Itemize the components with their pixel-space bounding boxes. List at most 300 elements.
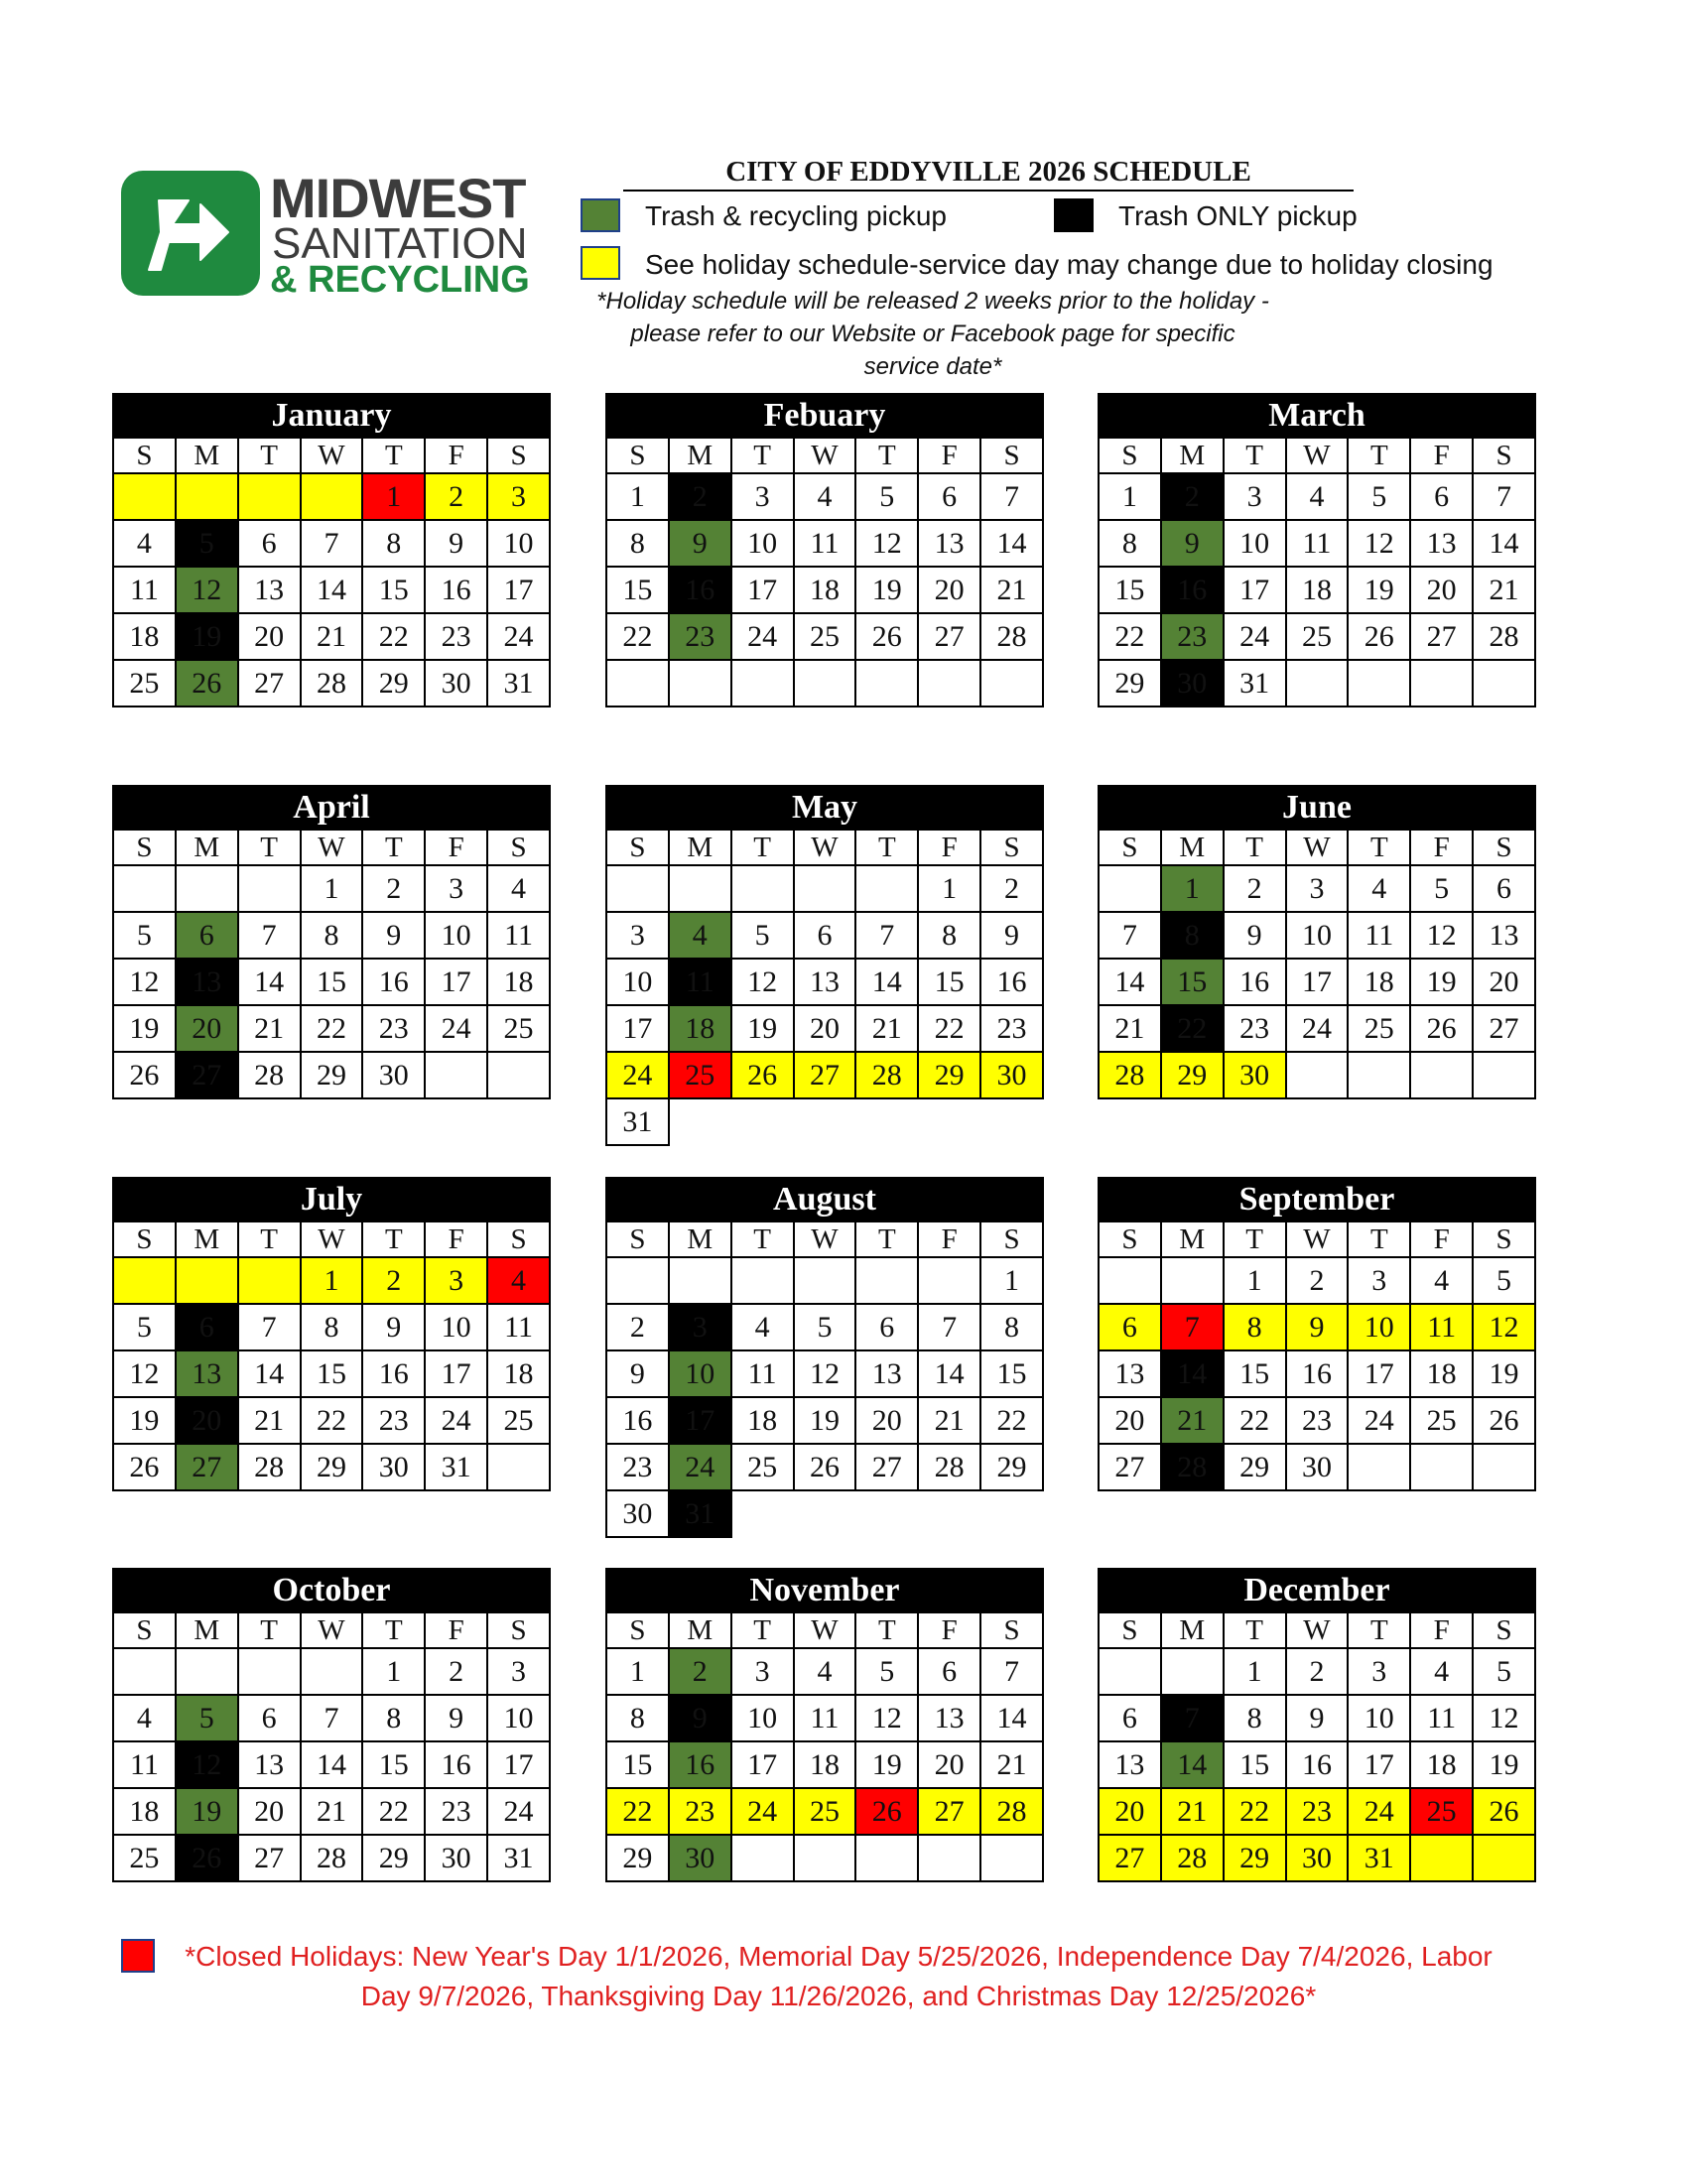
day-cell: 1 bbox=[362, 1648, 425, 1695]
empty-day-cell bbox=[606, 1257, 669, 1304]
day-cell: 9 bbox=[1286, 1304, 1349, 1350]
day-cell: 14 bbox=[1161, 1350, 1224, 1397]
day-cell: 18 bbox=[669, 1005, 731, 1052]
day-cell: 10 bbox=[487, 520, 550, 567]
day-cell: 19 bbox=[1410, 959, 1473, 1005]
day-cell: 6 bbox=[176, 912, 238, 959]
week-row bbox=[113, 1005, 550, 1052]
day-cell: 21 bbox=[1099, 1005, 1161, 1052]
day-cell: 2 bbox=[606, 1304, 669, 1350]
day-cell: 7 bbox=[1161, 1695, 1224, 1741]
day-cell: 2 bbox=[425, 1648, 487, 1695]
day-cell: 15 bbox=[606, 567, 669, 613]
empty-day-cell bbox=[855, 1835, 918, 1881]
day-cell: 11 bbox=[794, 520, 856, 567]
day-cell: 16 bbox=[362, 959, 425, 1005]
empty-day-cell bbox=[1286, 660, 1349, 707]
day-cell: 4 bbox=[1348, 865, 1410, 912]
weekday-header: S bbox=[980, 1612, 1043, 1648]
week-row bbox=[113, 1052, 550, 1098]
weekday-header: W bbox=[1286, 1612, 1349, 1648]
day-cell: 14 bbox=[918, 1350, 980, 1397]
day-cell: 29 bbox=[362, 1835, 425, 1881]
day-cell: 17 bbox=[487, 567, 550, 613]
weekday-header: S bbox=[980, 830, 1043, 865]
weekday-header: M bbox=[1161, 1221, 1224, 1257]
day-cell: 27 bbox=[1410, 613, 1473, 660]
empty-day-cell bbox=[669, 660, 731, 707]
empty-day-cell bbox=[918, 1835, 980, 1881]
week-row bbox=[113, 1835, 550, 1881]
weekday-header: S bbox=[1099, 1221, 1161, 1257]
weekday-header: F bbox=[1410, 438, 1473, 473]
day-cell: 29 bbox=[918, 1052, 980, 1098]
week-row bbox=[113, 1695, 550, 1741]
day-cell: 24 bbox=[731, 1788, 794, 1835]
month-title: November bbox=[605, 1568, 1044, 1611]
day-cell: 2 bbox=[1286, 1257, 1349, 1304]
day-cell: 30 bbox=[669, 1835, 731, 1881]
day-cell: 4 bbox=[731, 1304, 794, 1350]
day-cell: 3 bbox=[425, 1257, 487, 1304]
day-cell: 21 bbox=[1473, 567, 1535, 613]
month-may bbox=[605, 785, 1044, 1146]
week-row bbox=[606, 567, 1043, 613]
weekday-header: T bbox=[238, 1221, 301, 1257]
day-cell: 28 bbox=[301, 1835, 363, 1881]
legend-black-swatch bbox=[1054, 198, 1094, 232]
month-table bbox=[605, 437, 1044, 707]
month-title: April bbox=[112, 785, 551, 829]
day-cell: 3 bbox=[1348, 1648, 1410, 1695]
day-cell: 24 bbox=[1286, 1005, 1349, 1052]
empty-day-cell bbox=[1473, 660, 1535, 707]
day-cell: 23 bbox=[362, 1397, 425, 1444]
day-cell: 27 bbox=[238, 660, 301, 707]
day-cell: 14 bbox=[1099, 959, 1161, 1005]
month-title: Febuary bbox=[605, 393, 1044, 437]
weekday-header: M bbox=[669, 1612, 731, 1648]
weekday-header: W bbox=[1286, 830, 1349, 865]
month-table bbox=[605, 829, 1044, 1146]
day-cell: 12 bbox=[1410, 912, 1473, 959]
day-cell: 4 bbox=[1286, 473, 1349, 520]
day-cell: 21 bbox=[980, 567, 1043, 613]
week-row bbox=[113, 1741, 550, 1788]
day-cell: 19 bbox=[1473, 1741, 1535, 1788]
day-cell: 4 bbox=[487, 865, 550, 912]
month-december bbox=[1098, 1568, 1536, 1882]
day-cell: 28 bbox=[918, 1444, 980, 1490]
month-april bbox=[112, 785, 551, 1099]
day-cell: 24 bbox=[606, 1052, 669, 1098]
day-cell: 19 bbox=[176, 613, 238, 660]
day-cell: 5 bbox=[176, 1695, 238, 1741]
week-row bbox=[606, 1304, 1043, 1350]
day-cell: 12 bbox=[1473, 1695, 1535, 1741]
day-cell: 7 bbox=[980, 473, 1043, 520]
day-cell: 11 bbox=[487, 912, 550, 959]
day-cell: 10 bbox=[425, 912, 487, 959]
empty-day-cell bbox=[425, 1052, 487, 1098]
day-cell: 12 bbox=[113, 1350, 176, 1397]
day-cell: 26 bbox=[855, 1788, 918, 1835]
month-title: September bbox=[1098, 1177, 1536, 1220]
day-cell: 9 bbox=[669, 1695, 731, 1741]
empty-day-cell bbox=[238, 865, 301, 912]
week-row bbox=[1099, 1052, 1535, 1098]
day-cell: 7 bbox=[1161, 1304, 1224, 1350]
day-cell: 11 bbox=[1410, 1695, 1473, 1741]
empty-day-cell bbox=[1410, 660, 1473, 707]
month-febuary bbox=[605, 393, 1044, 707]
month-title: July bbox=[112, 1177, 551, 1220]
week-row bbox=[606, 1695, 1043, 1741]
week-row bbox=[113, 1350, 550, 1397]
day-cell: 19 bbox=[731, 1005, 794, 1052]
day-cell: 8 bbox=[918, 912, 980, 959]
week-row bbox=[1099, 959, 1535, 1005]
day-cell: 30 bbox=[425, 660, 487, 707]
day-cell: 8 bbox=[362, 1695, 425, 1741]
week-row bbox=[1099, 1788, 1535, 1835]
day-cell: 28 bbox=[1473, 613, 1535, 660]
week-row bbox=[1099, 567, 1535, 613]
weekday-header: F bbox=[425, 1221, 487, 1257]
day-cell: 6 bbox=[918, 1648, 980, 1695]
day-cell: 13 bbox=[238, 1741, 301, 1788]
day-cell: 19 bbox=[855, 567, 918, 613]
day-cell: 16 bbox=[669, 1741, 731, 1788]
day-cell: 6 bbox=[794, 912, 856, 959]
day-cell: 3 bbox=[669, 1304, 731, 1350]
empty-day-cell bbox=[1348, 660, 1410, 707]
week-row bbox=[1099, 1648, 1535, 1695]
day-cell: 17 bbox=[1348, 1741, 1410, 1788]
empty-day-cell bbox=[855, 1490, 918, 1537]
closed-holidays-note bbox=[159, 1937, 1518, 2016]
weekday-header: F bbox=[918, 830, 980, 865]
day-cell: 23 bbox=[425, 1788, 487, 1835]
day-cell: 11 bbox=[1410, 1304, 1473, 1350]
day-cell: 24 bbox=[425, 1005, 487, 1052]
weekday-header: F bbox=[425, 438, 487, 473]
day-cell: 27 bbox=[1099, 1835, 1161, 1881]
day-cell: 5 bbox=[1473, 1257, 1535, 1304]
week-row bbox=[1099, 1005, 1535, 1052]
empty-day-cell bbox=[1161, 1257, 1224, 1304]
day-cell: 28 bbox=[301, 660, 363, 707]
empty-day-cell bbox=[176, 1257, 238, 1304]
day-cell: 21 bbox=[301, 613, 363, 660]
week-row bbox=[113, 959, 550, 1005]
day-cell: 20 bbox=[918, 567, 980, 613]
week-row bbox=[113, 1444, 550, 1490]
day-cell: 30 bbox=[1161, 660, 1224, 707]
day-cell: 2 bbox=[362, 865, 425, 912]
week-row bbox=[606, 1052, 1043, 1098]
day-cell: 2 bbox=[425, 473, 487, 520]
empty-day-cell bbox=[238, 1257, 301, 1304]
day-cell: 20 bbox=[238, 1788, 301, 1835]
empty-day-cell bbox=[794, 1835, 856, 1881]
day-cell: 1 bbox=[1161, 865, 1224, 912]
day-cell: 9 bbox=[669, 520, 731, 567]
day-cell: 20 bbox=[1099, 1397, 1161, 1444]
day-cell: 1 bbox=[1224, 1257, 1286, 1304]
day-cell: 28 bbox=[855, 1052, 918, 1098]
empty-day-cell bbox=[487, 1444, 550, 1490]
day-cell: 25 bbox=[1348, 1005, 1410, 1052]
empty-day-cell bbox=[794, 660, 856, 707]
empty-day-cell bbox=[1161, 1648, 1224, 1695]
weekday-header: S bbox=[606, 1221, 669, 1257]
day-cell: 17 bbox=[425, 1350, 487, 1397]
day-cell: 20 bbox=[855, 1397, 918, 1444]
month-title: May bbox=[605, 785, 1044, 829]
day-cell: 11 bbox=[113, 567, 176, 613]
day-cell: 9 bbox=[980, 912, 1043, 959]
weekday-header: T bbox=[1224, 1612, 1286, 1648]
weekday-header: T bbox=[362, 1612, 425, 1648]
day-cell: 11 bbox=[794, 1695, 856, 1741]
week-row bbox=[606, 1005, 1043, 1052]
day-cell: 21 bbox=[855, 1005, 918, 1052]
weekday-header: S bbox=[1099, 438, 1161, 473]
day-cell: 3 bbox=[487, 473, 550, 520]
day-cell: 8 bbox=[301, 912, 363, 959]
day-cell: 31 bbox=[1348, 1835, 1410, 1881]
weekday-header: S bbox=[980, 438, 1043, 473]
week-row bbox=[1099, 1695, 1535, 1741]
weekday-header: S bbox=[487, 438, 550, 473]
day-cell: 6 bbox=[1099, 1304, 1161, 1350]
day-cell: 25 bbox=[794, 1788, 856, 1835]
weekday-header: M bbox=[176, 1612, 238, 1648]
day-cell: 5 bbox=[794, 1304, 856, 1350]
empty-day-cell bbox=[113, 1648, 176, 1695]
day-cell: 9 bbox=[1286, 1695, 1349, 1741]
week-row bbox=[1099, 912, 1535, 959]
day-cell: 24 bbox=[1224, 613, 1286, 660]
day-cell: 24 bbox=[731, 613, 794, 660]
day-cell: 22 bbox=[918, 1005, 980, 1052]
day-cell: 8 bbox=[1224, 1304, 1286, 1350]
day-cell: 3 bbox=[1224, 473, 1286, 520]
day-cell: 14 bbox=[980, 520, 1043, 567]
weekday-header: W bbox=[301, 1221, 363, 1257]
weekday-header: W bbox=[301, 438, 363, 473]
day-cell: 23 bbox=[1161, 613, 1224, 660]
day-cell: 5 bbox=[113, 1304, 176, 1350]
empty-day-cell bbox=[669, 1257, 731, 1304]
weekday-header: T bbox=[731, 1612, 794, 1648]
day-cell: 7 bbox=[301, 520, 363, 567]
day-cell: 7 bbox=[238, 912, 301, 959]
day-cell: 13 bbox=[918, 1695, 980, 1741]
day-cell: 10 bbox=[1348, 1304, 1410, 1350]
day-cell: 19 bbox=[176, 1788, 238, 1835]
weekday-header: T bbox=[1348, 1221, 1410, 1257]
empty-day-cell bbox=[113, 1257, 176, 1304]
weekday-header: T bbox=[855, 1612, 918, 1648]
day-cell: 5 bbox=[1410, 865, 1473, 912]
empty-day-cell bbox=[980, 1835, 1043, 1881]
day-cell: 12 bbox=[1348, 520, 1410, 567]
week-row bbox=[1099, 660, 1535, 707]
day-cell: 12 bbox=[113, 959, 176, 1005]
month-january bbox=[112, 393, 551, 707]
month-november bbox=[605, 1568, 1044, 1882]
day-cell: 15 bbox=[362, 567, 425, 613]
day-cell: 25 bbox=[794, 613, 856, 660]
empty-day-cell bbox=[1099, 1648, 1161, 1695]
day-cell: 15 bbox=[1224, 1350, 1286, 1397]
day-cell: 26 bbox=[176, 660, 238, 707]
day-cell: 20 bbox=[1473, 959, 1535, 1005]
weekday-header: T bbox=[1224, 830, 1286, 865]
day-cell: 29 bbox=[362, 660, 425, 707]
day-cell: 3 bbox=[606, 912, 669, 959]
day-cell: 18 bbox=[731, 1397, 794, 1444]
day-cell: 6 bbox=[855, 1304, 918, 1350]
day-cell: 24 bbox=[425, 1397, 487, 1444]
month-august bbox=[605, 1177, 1044, 1538]
day-cell: 29 bbox=[301, 1444, 363, 1490]
day-cell: 8 bbox=[606, 1695, 669, 1741]
day-cell: 2 bbox=[1161, 473, 1224, 520]
day-cell: 10 bbox=[1224, 520, 1286, 567]
month-table bbox=[112, 437, 551, 707]
day-cell: 31 bbox=[1224, 660, 1286, 707]
company-logo bbox=[121, 167, 538, 301]
day-cell: 13 bbox=[1473, 912, 1535, 959]
day-cell: 1 bbox=[301, 865, 363, 912]
weekday-header: T bbox=[1224, 1221, 1286, 1257]
day-cell: 13 bbox=[176, 959, 238, 1005]
week-row bbox=[1099, 1397, 1535, 1444]
empty-day-cell bbox=[794, 865, 856, 912]
day-cell: 16 bbox=[425, 567, 487, 613]
day-cell: 21 bbox=[980, 1741, 1043, 1788]
day-cell: 12 bbox=[176, 1741, 238, 1788]
day-cell: 4 bbox=[487, 1257, 550, 1304]
weekday-header: M bbox=[669, 830, 731, 865]
day-cell: 27 bbox=[238, 1835, 301, 1881]
day-cell: 14 bbox=[238, 1350, 301, 1397]
weekday-header: S bbox=[606, 830, 669, 865]
weekday-header: T bbox=[362, 438, 425, 473]
day-cell: 22 bbox=[362, 1788, 425, 1835]
day-cell: 4 bbox=[669, 912, 731, 959]
day-cell: 3 bbox=[1348, 1257, 1410, 1304]
day-cell: 9 bbox=[606, 1350, 669, 1397]
day-cell: 13 bbox=[918, 520, 980, 567]
month-title: October bbox=[112, 1568, 551, 1611]
day-cell: 11 bbox=[1348, 912, 1410, 959]
day-cell: 17 bbox=[487, 1741, 550, 1788]
day-cell: 23 bbox=[362, 1005, 425, 1052]
day-cell: 27 bbox=[176, 1052, 238, 1098]
weekday-header: W bbox=[301, 1612, 363, 1648]
day-cell: 17 bbox=[1224, 567, 1286, 613]
empty-day-cell bbox=[731, 865, 794, 912]
day-cell: 28 bbox=[238, 1444, 301, 1490]
empty-day-cell bbox=[1473, 1444, 1535, 1490]
day-cell: 24 bbox=[1348, 1397, 1410, 1444]
week-row bbox=[113, 912, 550, 959]
weekday-header-row bbox=[1099, 830, 1535, 865]
day-cell: 26 bbox=[1410, 1005, 1473, 1052]
weekday-header: W bbox=[794, 1221, 856, 1257]
day-cell: 7 bbox=[238, 1304, 301, 1350]
weekday-header: S bbox=[606, 438, 669, 473]
day-cell: 17 bbox=[425, 959, 487, 1005]
day-cell: 12 bbox=[1473, 1304, 1535, 1350]
day-cell: 25 bbox=[487, 1397, 550, 1444]
weekday-header: W bbox=[794, 1612, 856, 1648]
day-cell: 2 bbox=[669, 473, 731, 520]
day-cell: 26 bbox=[113, 1052, 176, 1098]
day-cell: 6 bbox=[238, 520, 301, 567]
day-cell: 16 bbox=[669, 567, 731, 613]
day-cell: 1 bbox=[980, 1257, 1043, 1304]
day-cell: 22 bbox=[980, 1397, 1043, 1444]
weekday-header: W bbox=[794, 830, 856, 865]
day-cell: 15 bbox=[301, 959, 363, 1005]
day-cell: 15 bbox=[1099, 567, 1161, 613]
day-cell: 20 bbox=[176, 1005, 238, 1052]
day-cell: 28 bbox=[238, 1052, 301, 1098]
day-cell: 22 bbox=[606, 613, 669, 660]
month-title: December bbox=[1098, 1568, 1536, 1611]
day-cell: 29 bbox=[1161, 1052, 1224, 1098]
day-cell: 17 bbox=[1286, 959, 1349, 1005]
week-row bbox=[606, 1350, 1043, 1397]
day-cell: 18 bbox=[1348, 959, 1410, 1005]
day-cell: 17 bbox=[731, 1741, 794, 1788]
day-cell: 27 bbox=[855, 1444, 918, 1490]
day-cell: 10 bbox=[1286, 912, 1349, 959]
day-cell: 1 bbox=[606, 473, 669, 520]
day-cell: 18 bbox=[487, 1350, 550, 1397]
day-cell: 31 bbox=[487, 1835, 550, 1881]
day-cell: 4 bbox=[113, 1695, 176, 1741]
empty-day-cell bbox=[176, 865, 238, 912]
day-cell: 9 bbox=[362, 912, 425, 959]
empty-day-cell bbox=[980, 1098, 1043, 1145]
day-cell: 22 bbox=[301, 1397, 363, 1444]
day-cell: 23 bbox=[980, 1005, 1043, 1052]
empty-day-cell bbox=[113, 473, 176, 520]
day-cell: 30 bbox=[362, 1444, 425, 1490]
day-cell: 26 bbox=[1473, 1788, 1535, 1835]
weekday-header: F bbox=[918, 438, 980, 473]
empty-day-cell bbox=[731, 1098, 794, 1145]
month-title: March bbox=[1098, 393, 1536, 437]
day-cell: 19 bbox=[794, 1397, 856, 1444]
day-cell: 18 bbox=[1410, 1350, 1473, 1397]
week-row bbox=[1099, 1350, 1535, 1397]
day-cell: 4 bbox=[1410, 1648, 1473, 1695]
day-cell: 17 bbox=[669, 1397, 731, 1444]
day-cell: 1 bbox=[606, 1648, 669, 1695]
day-cell: 13 bbox=[1099, 1350, 1161, 1397]
day-cell: 5 bbox=[731, 912, 794, 959]
day-cell: 13 bbox=[855, 1350, 918, 1397]
weekday-header: T bbox=[855, 438, 918, 473]
day-cell: 25 bbox=[1410, 1397, 1473, 1444]
